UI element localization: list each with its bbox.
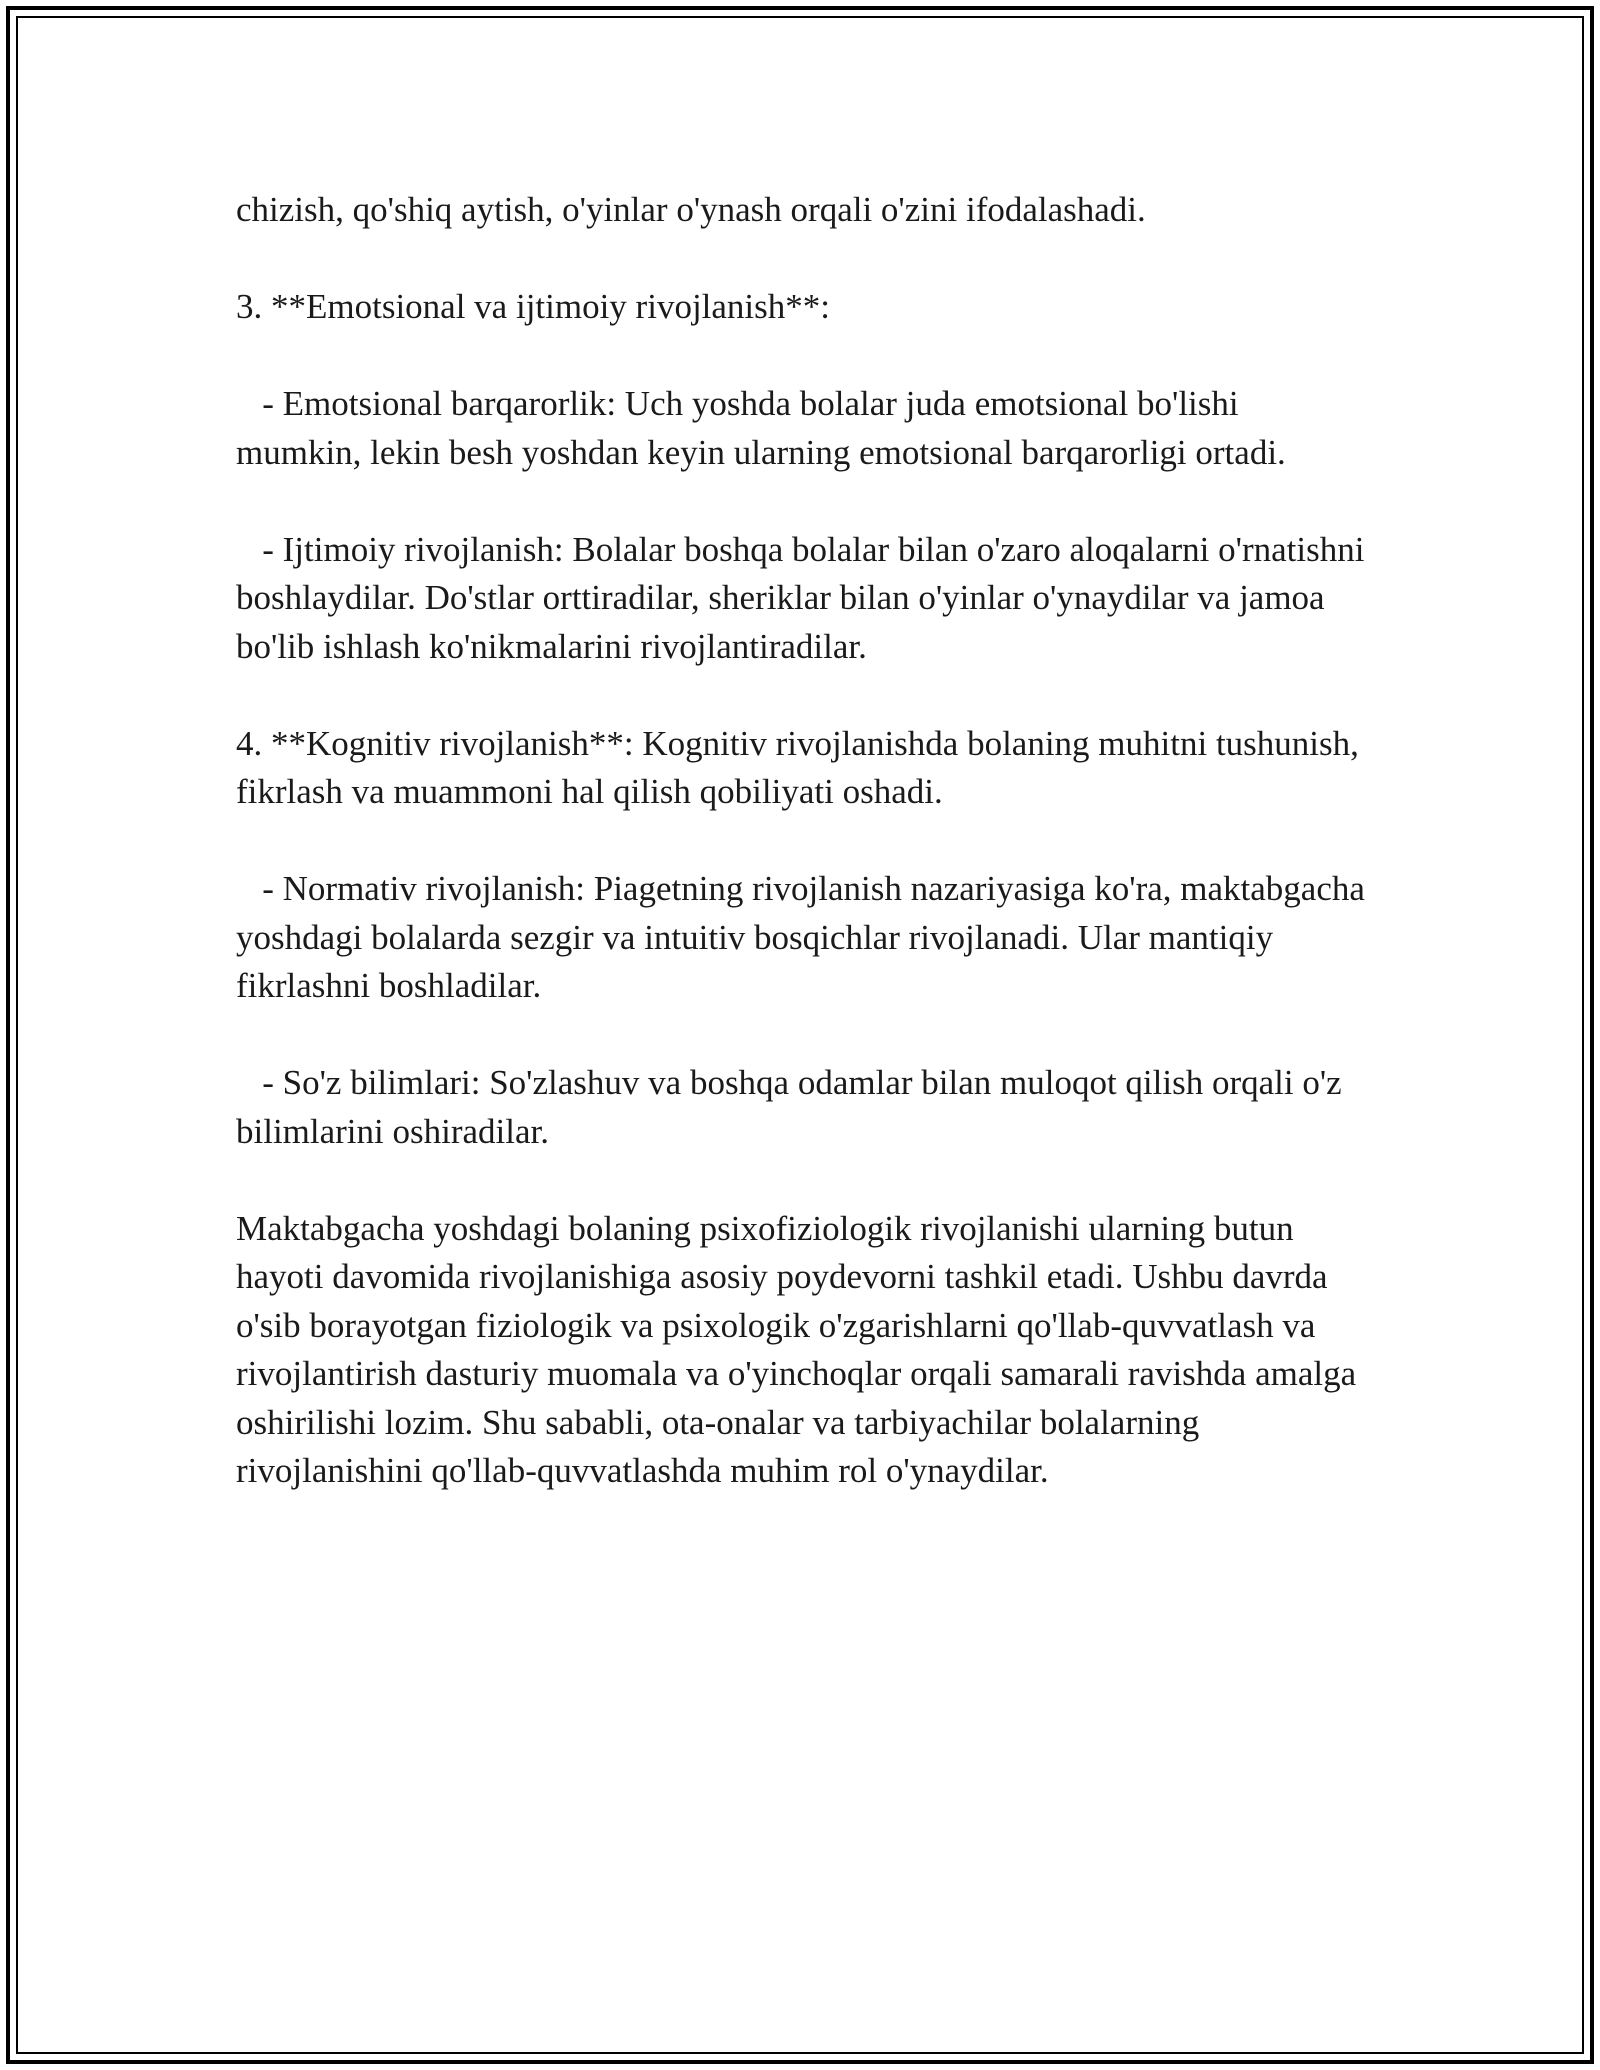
paragraph-social-development: - Ijtimoiy rivojlanish: Bolalar boshqa bolalar bilan o'zaro aloqalarni o'rnatishni boshlaydilar. Do'stlar orttiradilar, sheriklar bilan o'yinlar o'ynaydilar va jamoa bo'lib ishlash ko'nikmalarini rivojlantiradilar.: [236, 529, 1374, 666]
paragraph-cognitive-development: 4. **Kognitiv rivojlanish**: Kognitiv rivojlanishda bolaning muhitni tushunish, fikrlash va muammoni hal qilish qobiliyati oshadi.: [236, 723, 1368, 811]
paragraph-word-knowledge: - So'z bilimlari: So'zlashuv va boshqa odamlar bilan muloqot qilish orqali o'z bilimlarini oshiradilar.: [236, 1063, 1351, 1151]
paragraph-continuation: chizish, qo'shiq aytish, o'yinlar o'ynash orqali o'zini ifodalashadi.: [236, 190, 1146, 229]
document-body: [236, 186, 1374, 1544]
heading-emotional-social: 3. **Emotsional va ijtimoiy rivojlanish**:: [236, 287, 830, 326]
paragraph-conclusion: Maktabgacha yoshdagi bolaning psixofiziologik rivojlanishi ularning butun hayoti davomida rivojlanishiga asosiy poydevorni tashkil etadi. Ushbu davrda o'sib borayotgan fiziologik va psixologik o'zgarishlarni qo'llab-quvvatlash va rivojlantirish dasturiy muomala va o'yinchoqlar orqali samarali ravishda amalga oshirilishi lozim. Shu sababli, ota-onalar va tarbiyachilar bolalarning rivojlanishini qo'llab-quvvatlashda muhim rol o'ynaydilar.: [236, 1208, 1365, 1490]
paragraph-emotional-stability: - Emotsional barqarorlik: Uch yoshda bolalar juda emotsional bo'lishi mumkin, lekin besh yoshdan keyin ularning emotsional barqarorligi ortadi.: [236, 384, 1286, 472]
paragraph-normative-development: - Normativ rivojlanish: Piagetning rivojlanish nazariyasiga ko'ra, maktabgacha yoshdagi bolalarda sezgir va intuitiv bosqichlar rivojlanadi. Ular mantiqiy fikrlashni boshladilar.: [236, 869, 1374, 1005]
